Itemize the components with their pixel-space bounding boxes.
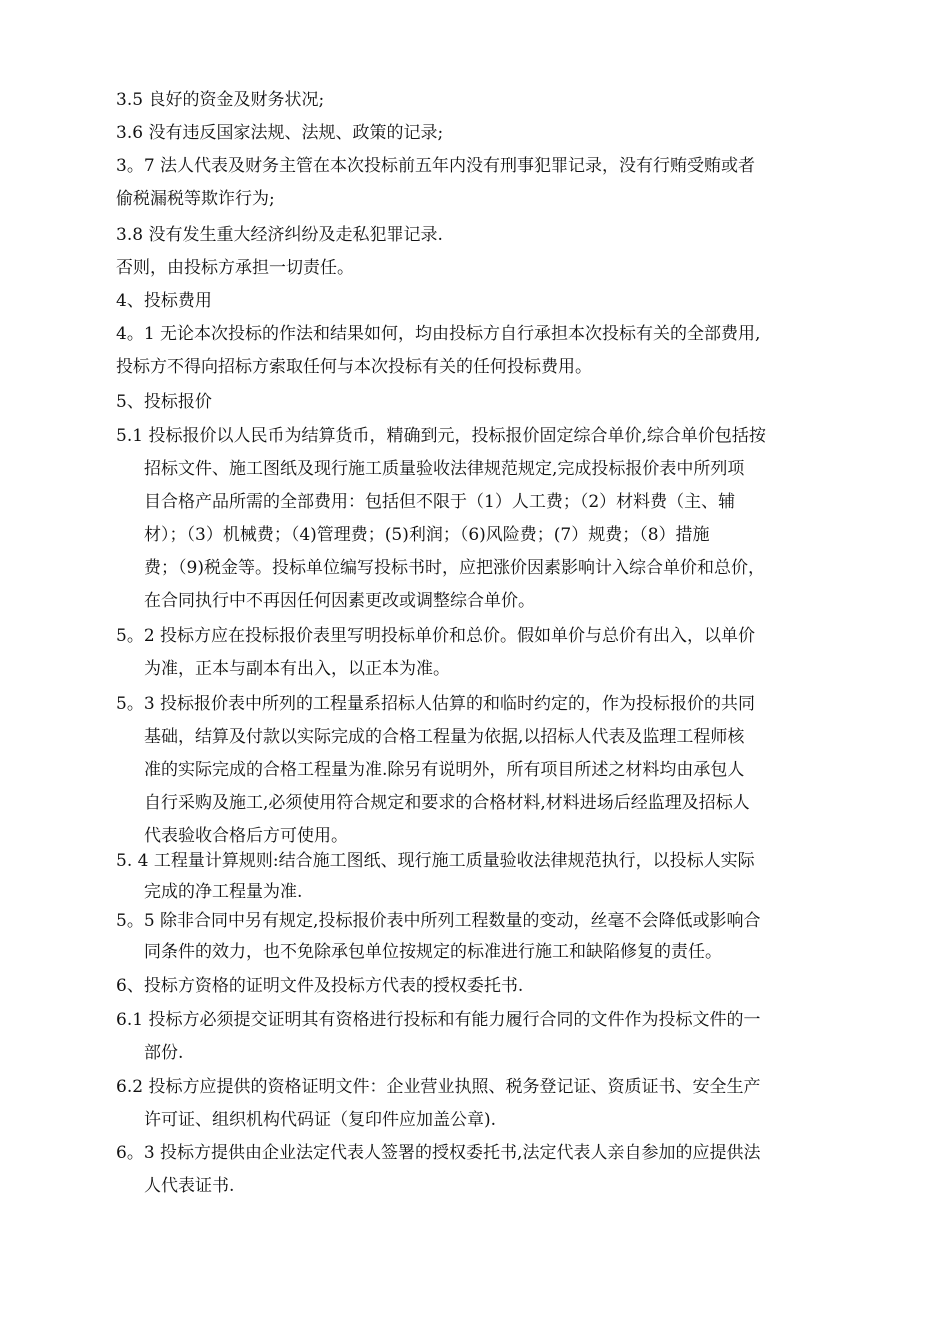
text-line: 6.1 投标方必须提交证明其有资格进行投标和有能力履行合同的文件作为投标文件的一 (116, 1010, 761, 1030)
clause-5-4 (116, 846, 846, 908)
text-line: 部份. (144, 1043, 184, 1063)
clause-3-5 (116, 84, 846, 117)
text-line: 人代表证书. (144, 1176, 235, 1196)
text-line: 6。3 投标方提供由企业法定代表人签署的授权委托书,法定代表人亲自参加的应提供法 (116, 1143, 761, 1163)
text-line: 投标方不得向招标方索取任何与本次投标有关的任何投标费用。 (116, 357, 592, 377)
section-5-heading (116, 386, 846, 419)
clause-5-2 (116, 620, 846, 686)
text-line: 自行采购及施工,必须使用符合规定和要求的合格材料,材料进场后经监理及招标人 (144, 793, 750, 813)
text-line: 5. 4 工程量计算规则:结合施工图纸、现行施工质量验收法律规范执行，以投标人实际 (116, 851, 755, 871)
clause-5-3 (116, 688, 846, 853)
clause-5-1 (116, 420, 846, 618)
text-line: 许可证、组织机构代码证（复印件应加盖公章). (144, 1110, 497, 1130)
text-line: 完成的净工程量为准. (144, 882, 303, 902)
section-heading: 4、投标费用 (116, 291, 212, 311)
text-line: 准的实际完成的合格工程量为准.除另有说明外，所有项目所述之材料均由承包人 (144, 760, 745, 780)
section-heading: 5、投标报价 (116, 392, 212, 412)
text-line: 材）；（3）机械费；（4)管理费；(5)利润；（6)风险费；(7）规费；（8）措施 (144, 525, 710, 545)
clause-6-3 (116, 1137, 846, 1203)
text-line: 偷税漏税等欺诈行为; (116, 189, 275, 209)
clause-3-8 (116, 219, 846, 252)
text-line: 5。2 投标方应在投标报价表里写明投标单价和总价。假如单价与总价有出入，以单价 (116, 626, 756, 646)
text-line: 基础，结算及付款以实际完成的合格工程量为依据,以招标人代表及监理工程师核 (144, 727, 745, 747)
text-line: 5。3 投标报价表中所列的工程量系招标人估算的和临时约定的，作为投标报价的共同 (116, 694, 756, 714)
section-heading: 6、投标方资格的证明文件及投标方代表的授权委托书. (116, 976, 524, 996)
text-line: 3.5 良好的资金及财务状况; (116, 90, 325, 110)
text-line: 5.1 投标报价以人民币为结算货币，精确到元，投标报价固定综合单价,综合单价包括按 (116, 426, 766, 446)
text-line: 3.6 没有违反国家法规、法规、政策的记录; (116, 123, 444, 143)
section-6-heading (116, 970, 846, 1003)
clause-otherwise (116, 252, 846, 285)
text-line: 招标文件、施工图纸及现行施工质量验收法律规范规定,完成投标报价表中所列项 (144, 459, 745, 479)
clause-6-2 (116, 1071, 846, 1137)
clause-5-5 (116, 906, 846, 968)
clause-3-7 (116, 150, 846, 216)
text-line: 3.8 没有发生重大经济纠纷及走私犯罪记录. (116, 225, 443, 245)
section-4-heading (116, 285, 846, 318)
clause-6-1 (116, 1004, 846, 1070)
text-line: 6.2 投标方应提供的资格证明文件：企业营业执照、税务登记证、资质证书、安全生产 (116, 1077, 761, 1097)
text-line: 4。1 无论本次投标的作法和结果如何，均由投标方自行承担本次投标有关的全部费用, (116, 324, 761, 344)
text-line: 在合同执行中不再因任何因素更改或调整综合单价。 (144, 591, 535, 611)
text-line: 否则，由投标方承担一切责任。 (116, 258, 354, 278)
text-line: 代表验收合格后方可使用。 (144, 826, 348, 846)
text-line: 5。5 除非合同中另有规定,投标报价表中所列工程数量的变动，丝毫不会降低或影响合 (116, 911, 761, 931)
clause-4-1 (116, 318, 846, 384)
text-line: 目合格产品所需的全部费用：包括但不限于（1）人工费；（2）材料费（主、辅 (144, 492, 736, 512)
text-line: 3。7 法人代表及财务主管在本次投标前五年内没有刑事犯罪记录，没有行贿受贿或者 (116, 156, 756, 176)
text-line: 费；（9)税金等。投标单位编写投标书时，应把涨价因素影响计入综合单价和总价， (144, 558, 765, 578)
text-line: 同条件的效力，也不免除承包单位按规定的标准进行施工和缺陷修复的责任。 (144, 942, 722, 962)
clause-3-6 (116, 117, 846, 150)
text-line: 为准，正本与副本有出入，以正本为准。 (144, 659, 450, 679)
